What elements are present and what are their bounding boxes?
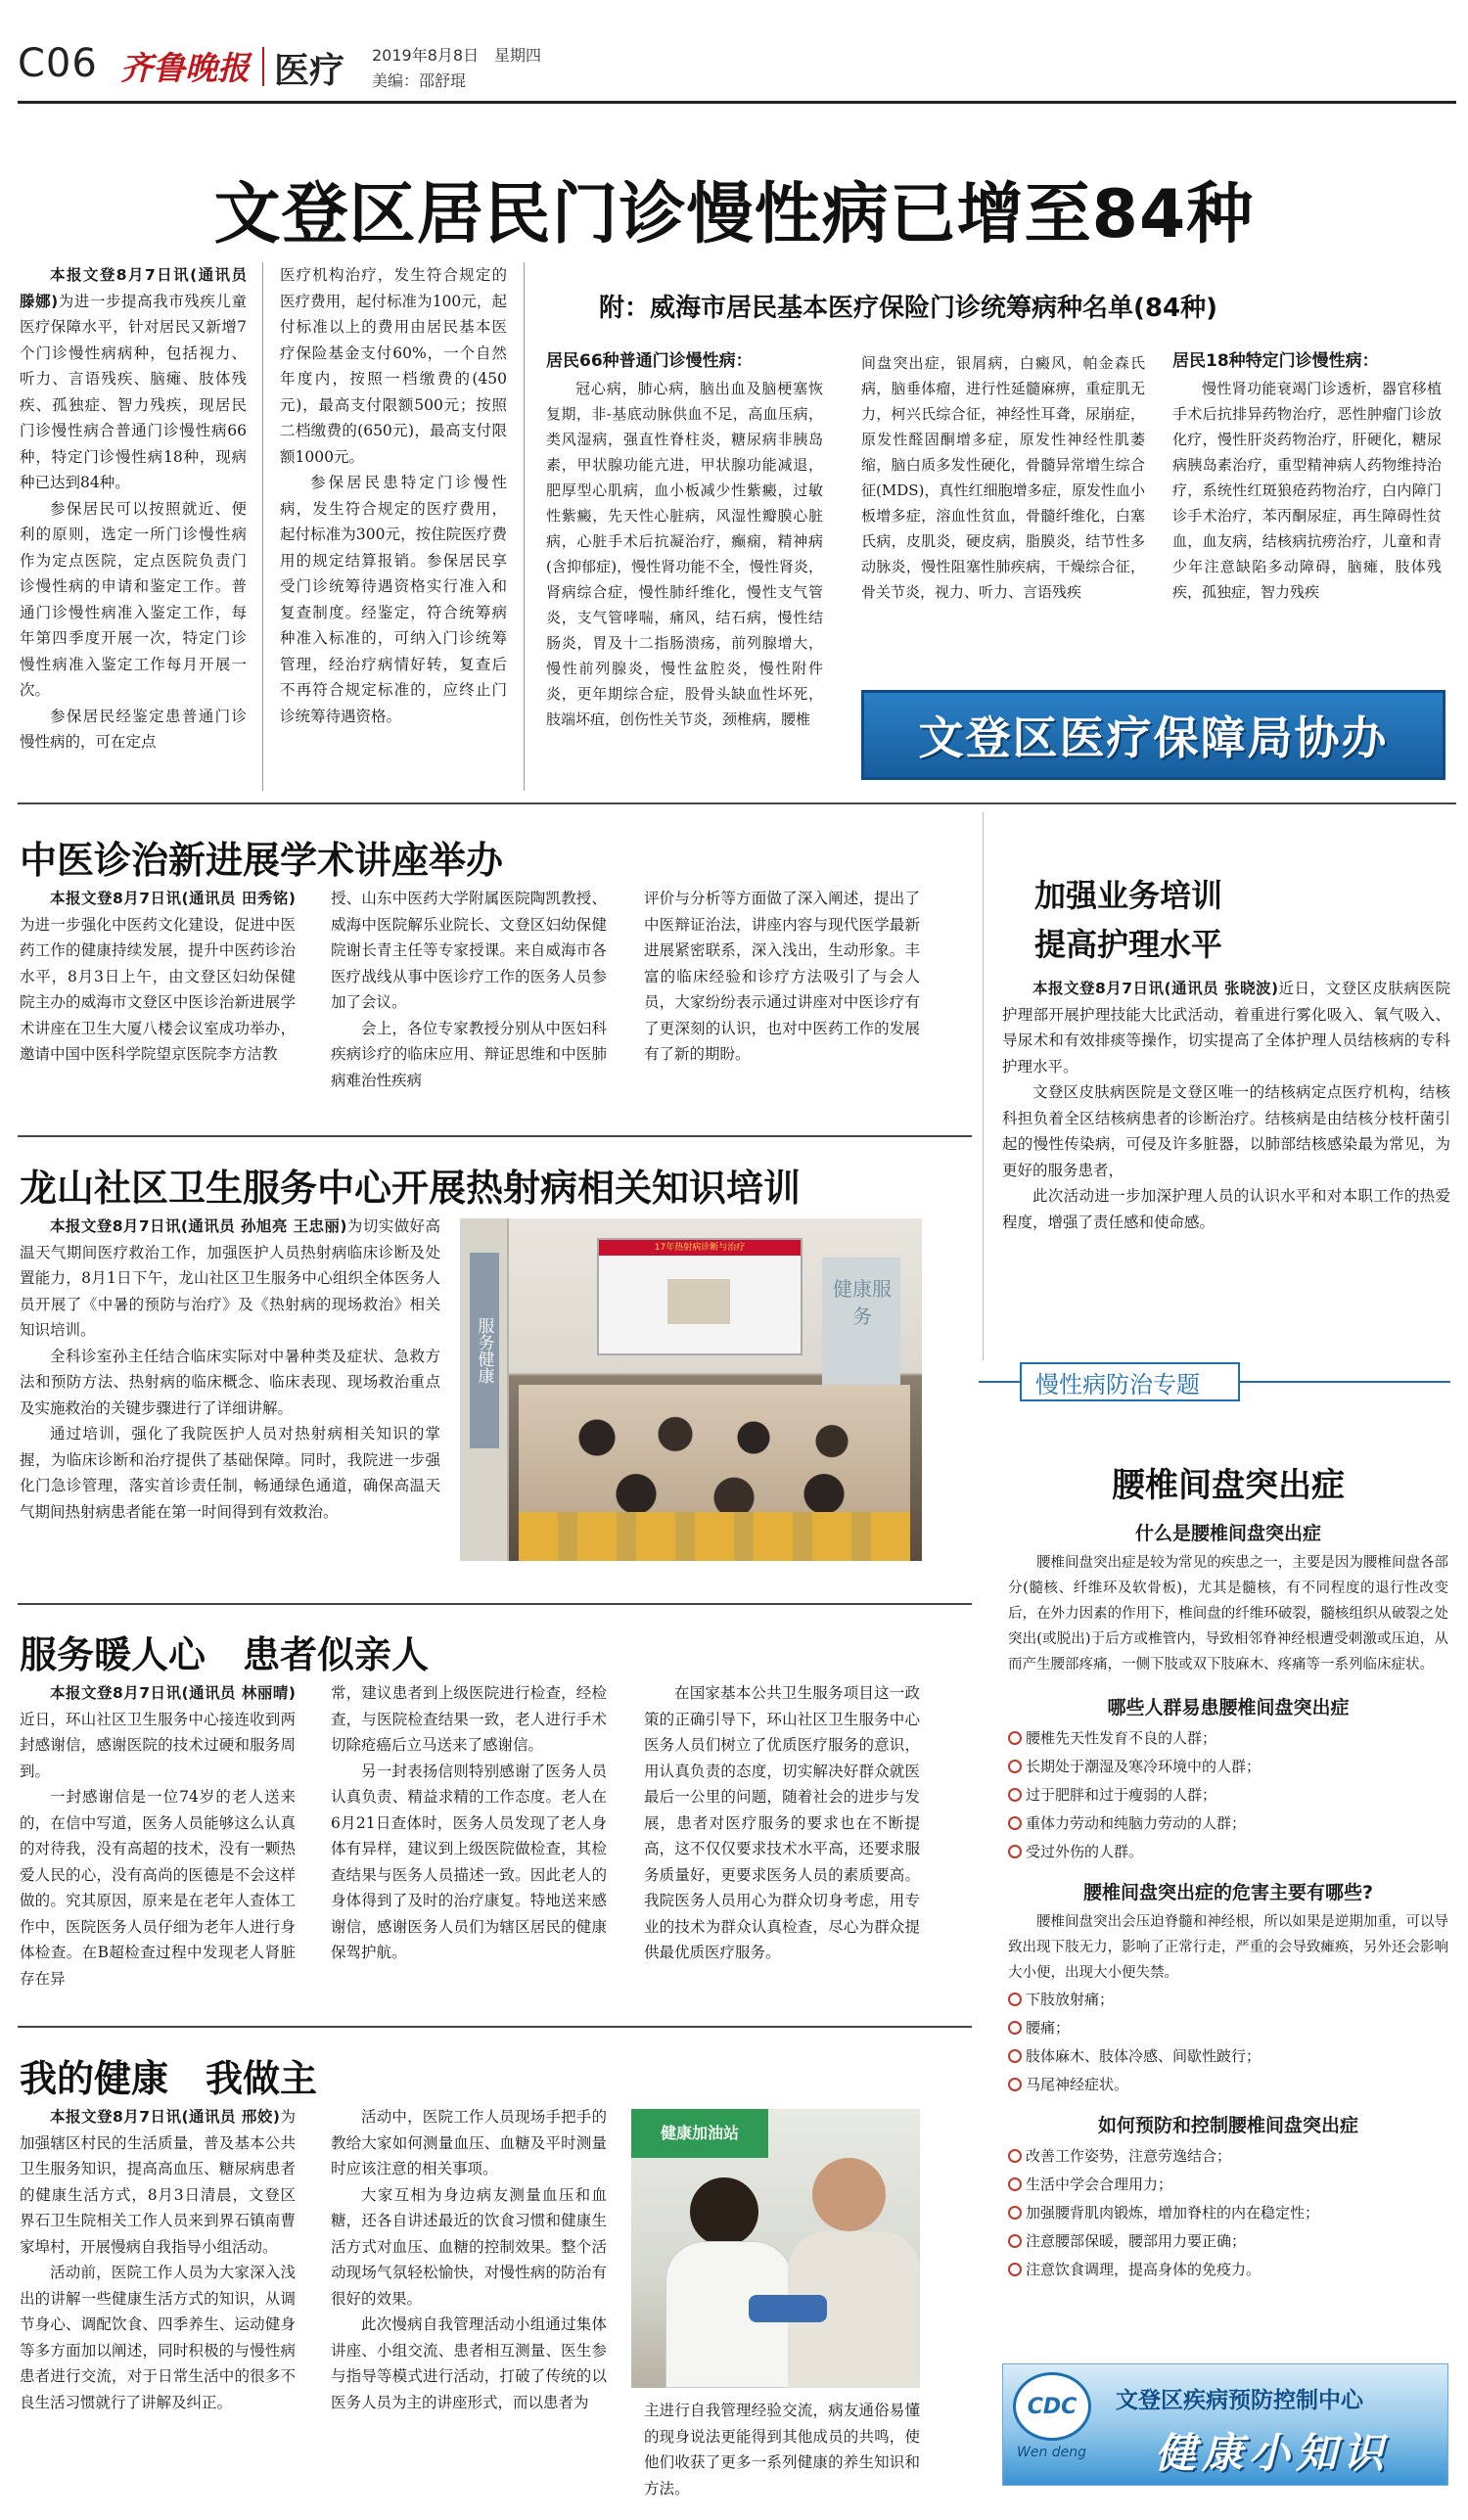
article5-text3: 常，建议患者到上级医院进行检查，经检查，与医院检查结果一致，老人进行手术切除疮癌后立马送来了感谢信。 bbox=[331, 1684, 607, 1754]
editor-credit: 美编：邵舒琨 bbox=[372, 71, 467, 90]
annex-list-a-title: 居民66种普通门诊慢性病： bbox=[546, 351, 753, 371]
cdc-sub: Wen deng bbox=[1017, 2445, 1087, 2460]
article1-lead: 本报文登8月7日讯(通讯员 滕娜) bbox=[20, 266, 247, 310]
topic-list-item-text: 改善工作姿势，注意劳逸结合； bbox=[1026, 2147, 1232, 2165]
topic-q2: 哪些人群易患腰椎间盘突出症 bbox=[1107, 1697, 1350, 1718]
topic-list-item bbox=[1008, 2256, 1448, 2284]
article6-headline: 我的健康 我做主 bbox=[20, 2057, 318, 2100]
topic-list-item-text: 过于肥胖和过于瘦弱的人群； bbox=[1026, 1786, 1217, 1804]
photo-sign-health: 健康加油站 bbox=[631, 2109, 768, 2158]
topic-a3: 腰椎间盘突出会压迫脊髓和神经根，所以如果是逆期加重，可以导致出现下肢无力，影响了正常行走，严重的会导致瘫痪，另外还会影响大小便，出现大小便失禁。 bbox=[1008, 1914, 1448, 1981]
issue-date: 2019年8月8日 bbox=[372, 46, 480, 65]
screen-slide bbox=[667, 1279, 730, 1324]
topic-list-item-text: 肢体麻木、肢体冷感、间歇性跛行； bbox=[1026, 2047, 1262, 2065]
cdc-slogan: 健康小知识 bbox=[1155, 2429, 1391, 2477]
check-circle-icon bbox=[1008, 2177, 1022, 2191]
topic-list-item-text: 注意饮食调理，提高身体的免疫力。 bbox=[1026, 2261, 1262, 2278]
sponsor-banner-text: 文登区医疗保障局协办 bbox=[918, 711, 1389, 764]
check-circle-icon bbox=[1008, 2049, 1022, 2063]
check-circle-icon bbox=[1008, 2206, 1022, 2220]
topic-tag-rule bbox=[979, 1381, 1020, 1383]
article6-col2 bbox=[331, 2104, 607, 2415]
topic-a1: 腰椎间盘突出症是较为常见的疾患之一，主要是因为腰椎间盘各部分(髓核、纤维环及软骨板)，尤其是髓核，有不同程度的退行性改变后，在外力因素的作用下，椎间盘的纤维环破裂，髓核组织从破裂之处突出(或脱出)于后方或椎管内，导致相邻脊神经根遭受刺激或压迫，从而产生腰部疼痛，一侧下肢或双下肢麻木、疼痛等一系列临床症状。 bbox=[1008, 1555, 1448, 1672]
topic-list-item bbox=[1008, 1724, 1448, 1753]
issue-weekday: 星期四 bbox=[494, 46, 542, 65]
article5-lead: 本报文登8月7日讯(通讯员 林丽晴) bbox=[50, 1684, 296, 1702]
topic-list-item-text: 注意腰部保暖，腰部用力要正确； bbox=[1026, 2232, 1247, 2250]
annex-list-a bbox=[546, 346, 823, 732]
article4-text2: 全科诊室孙主任结合临床实际对中暑种类及症状、急救方法和预防方法、热射病的临床概念、临床表现、现场救治重点及实施救治的关键步骤进行了详细讲解。 bbox=[20, 1347, 440, 1417]
cdc-logo bbox=[1013, 2372, 1091, 2441]
topic-list-item bbox=[1008, 2042, 1448, 2071]
article2-text4: 评价与分析等方面做了深入阐述，提出了中医辩证治法，讲座内容与现代医学最新进展紧密联系，深入浅出，生动形象。丰富的临床经验和诊疗方法吸引了与会人员，大家纷纷表示通过讲座对中医诊疗有了更深刻的认识，也对中医药工作的发展有了新的期盼。 bbox=[644, 890, 920, 1063]
article1-col1-p2: 参保居民可以按照就近、便利的原则，选定一所门诊慢性病作为定点医院，定点医院负责门诊慢性病的申请和鉴定工作。普通门诊慢性病准入鉴定工作，每年第四季度开展一次，特定门诊慢性病准入鉴定工作每月开展一次。 bbox=[20, 499, 247, 699]
column-divider bbox=[262, 262, 263, 791]
article6-col1 bbox=[20, 2104, 296, 2415]
topic-list-item bbox=[1008, 2171, 1448, 2199]
masthead-rule bbox=[18, 101, 1456, 104]
article1-col2 bbox=[280, 262, 507, 729]
topic-list-item bbox=[1008, 1838, 1448, 1866]
check-circle-icon bbox=[1008, 2263, 1022, 2276]
topic-list-item bbox=[1008, 1810, 1448, 1838]
annex-list-a-body: 冠心病，肺心病，脑出血及脑梗塞恢复期，非-基底动脉供血不足，高血压病，类风湿病，强直性脊柱炎，糖尿病非胰岛素，甲状腺功能亢进，甲状腺功能减退，肥厚型心肌病，血小板减少性紫癜，过敏性紫癜，先天性心脏病，风湿性瓣膜心脏病，心脏手术后抗凝治疗，癫痫，精神病(含抑郁症)，慢性肾功能不全，慢性肾炎，肾病综合症，慢性肺纤维化，慢性支气管炎，支气管哮喘，痛风，结石病，慢性结肠炎，胃及十二指肠溃疡，前列腺增大，慢性前列腺炎，慢性盆腔炎，慢性附件炎，更年期综合症，股骨头缺血性坏死，肢端坏疽，创伤性关节炎，颈椎病，腰椎 bbox=[546, 380, 823, 728]
check-circle-icon bbox=[1008, 1760, 1022, 1773]
topic-list-item-text: 长期处于潮湿及寒冷环境中的人群； bbox=[1026, 1758, 1262, 1775]
article1-col2-p1: 医疗机构治疗，发生符合规定的医疗费用，起付标准为100元，起付标准以上的费用由居民基本医疗保险基金支付60%，一个自然年度内，按照一档缴费的(450元)，最高支付限额500元；按照二档缴费的(650元)，最高支付限额1000元。 bbox=[280, 266, 507, 466]
section-rule bbox=[18, 2026, 972, 2028]
topic-tag-rule-right bbox=[1240, 1381, 1450, 1383]
article2-col2 bbox=[331, 886, 607, 1093]
article5-text2: 一封感谢信是一位74岁的老人送来的，在信中写道，医务人员能够这么认真的对待我，没有高超的技术，没有一颗热爱人民的心，没有高尚的医德是不会这样做的。究其原因，原来是在老年人查体工作中，医院医务人员仔细为老年人进行身体检查。在B超检查过程中发现老人肾脏存在异 bbox=[20, 1788, 296, 1988]
topic-list-item-text: 腰椎先天性发育不良的人群； bbox=[1026, 1729, 1217, 1747]
topic-list-item bbox=[1008, 2014, 1448, 2042]
column-divider bbox=[524, 262, 525, 791]
topic-list-item-text: 生活中学会合理用力； bbox=[1026, 2176, 1173, 2193]
check-circle-icon bbox=[1008, 2149, 1022, 2163]
cdc-banner bbox=[1002, 2363, 1448, 2486]
section-name: 医疗 bbox=[274, 51, 345, 91]
photo-sign-left: 服务健康 bbox=[470, 1253, 499, 1448]
annex-list-b bbox=[861, 350, 1145, 605]
article4-text1: 为切实做好高温天气期间医疗救治工作，加强医护人员热射病临床诊断及处置能力，8月1日下午，龙山社区卫生服务中心组织全体医务人员开展了《中暑的预防与治疗》及《热射病的现场救治》相关知识培训。 bbox=[20, 1217, 440, 1339]
topic-list-item-text: 马尾神经症状。 bbox=[1026, 2076, 1129, 2093]
topic-q3: 腰椎间盘突出症的危害主要有哪些? bbox=[1082, 1882, 1374, 1903]
article4-text3: 通过培训，强化了我院医护人员对热射病相关知识的掌握，为临床诊断和治疗提供了基础保障。同时，我院进一步强化门急诊管理，落实首诊责任制，畅通绿色通道，确保高温天气期间热射病患者能在第一时间得到有效救治。 bbox=[20, 1425, 440, 1521]
article6-col3 bbox=[644, 2398, 920, 2501]
topic-list4 bbox=[1008, 2142, 1448, 2284]
article1-col1 bbox=[20, 262, 247, 756]
sponsor-banner bbox=[861, 690, 1445, 780]
topic-list-item bbox=[1008, 1781, 1448, 1810]
health-photo bbox=[631, 2109, 920, 2388]
topic-list-item bbox=[1008, 2071, 1448, 2099]
article5-col1 bbox=[20, 1680, 296, 1992]
article3-text2: 文登区皮肤病医院是文登区唯一的结核病定点医疗机构，结核科担负着全区结核病患者的诊断治疗。结核病是由结核分枝杆菌引起的慢性传染病，可侵及许多脏器，以肺部结核感染最为常见，为更好的服务患者， bbox=[1002, 1083, 1450, 1179]
topic-list-item-text: 腰痛； bbox=[1026, 2019, 1071, 2037]
check-circle-icon bbox=[1008, 1731, 1022, 1745]
cdc-org: 文登区疾病预防控制中心 bbox=[1116, 2388, 1363, 2413]
cdc-logo-text: CDC bbox=[1027, 2394, 1078, 2419]
topic-list-item-text: 下肢放射痛； bbox=[1026, 1991, 1115, 2008]
article6-text3: 活动中，医院工作人员现场手把手的教给大家如何测量血压、血糖及平时测量时应该注意的相关事项。 bbox=[331, 2108, 607, 2177]
topic-list-item-text: 受过外伤的人群。 bbox=[1026, 1843, 1144, 1860]
article4-body bbox=[20, 1214, 440, 1525]
article5-col2 bbox=[331, 1680, 607, 1966]
projection-screen bbox=[597, 1238, 803, 1355]
masthead-divider bbox=[262, 47, 264, 86]
article6-text4: 大家互相为身边病友测量血压和血糖，还各自讲述最近的饮食习惯和健康生活方式对血压、血糖的控制效果。整个活动现场气氛轻松愉快，对慢性病的防治有很好的效果。 bbox=[331, 2185, 607, 2308]
article5-headline: 服务暖人心 患者似亲人 bbox=[20, 1633, 430, 1676]
photo-patient-head bbox=[812, 2158, 886, 2231]
annex-title: 附：威海市居民基本医疗保险门诊统筹病种名单(84种) bbox=[599, 294, 1217, 323]
section-rule bbox=[18, 1135, 972, 1137]
article2-col1 bbox=[20, 886, 296, 1068]
check-circle-icon bbox=[1008, 1816, 1022, 1830]
topic-body bbox=[1008, 1517, 1448, 2284]
masthead bbox=[18, 37, 1456, 96]
article4-lead: 本报文登8月7日讯(通讯员 孙旭亮 王忠丽) bbox=[50, 1217, 347, 1235]
article1-col1-p3: 参保居民经鉴定患普通门诊慢性病的，可在定点 bbox=[20, 707, 247, 751]
article2-text3: 会上，各位专家教授分别从中医妇科疾病诊疗的临床应用、辩证思维和中医肺病难治性疾病 bbox=[331, 1019, 607, 1089]
article3-headline-line2: 提高护理水平 bbox=[1034, 926, 1223, 963]
topic-title: 腰椎间盘突出症 bbox=[1112, 1466, 1345, 1505]
article6-lead: 本报文登8月7日讯(通讯员 邢姣) bbox=[50, 2108, 280, 2126]
column-divider bbox=[983, 812, 984, 1360]
paper-logo: 齐鲁晚报 bbox=[120, 49, 250, 87]
topic-tag-text: 慢性病防治专题 bbox=[1035, 1370, 1200, 1398]
topic-list-item bbox=[1008, 1753, 1448, 1781]
page-number: C06 bbox=[18, 41, 98, 86]
article6-text5: 此次慢病自我管理活动小组通过集体讲座、小组交流、患者相互测量、医生参与指导等模式进行活动，打破了传统的以医务人员为主的讲座形式，而以患者为 bbox=[331, 2315, 607, 2411]
section-rule bbox=[18, 1603, 972, 1605]
check-circle-icon bbox=[1008, 2234, 1022, 2248]
article5-text4: 另一封表扬信则特别感谢了医务人员认真负责、精益求精的工作态度。老人在6月21日查体时，医务人员发现了老人身体有异样，建议到上级医院做检查，其检查结果与医务人员描述一致。因此老人的身体得到了及时的治疗康复。特地送来感谢信，感谢医务人员们为辖区居民的健康保驾护航。 bbox=[331, 1762, 607, 1961]
screen-banner: 17年热射病诊断与治疗 bbox=[599, 1240, 801, 1256]
annex-list-b-body: 间盘突出症，银屑病，白癜风，帕金森氏病，脑垂体瘤，进行性延髓麻痹，重症肌无力，柯兴氏综合征，神经性耳聋，尿崩症，原发性醛固酮增多症，原发性神经性肌萎缩，脑白质多发性硬化，骨髓异常增生综合征(MDS)，真性红细胞增多症，原发性血小板增多症，溶血性贫血，骨髓纤维化，白塞氏病，皮肌炎，硬皮病，脂膜炎，结节性多动脉炎，慢性阻塞性肺疾病，干燥综合征，骨关节炎，视力、听力、言语残疾 bbox=[861, 354, 1145, 601]
annex-list-c bbox=[1172, 346, 1442, 605]
photo-nurse-head bbox=[690, 2177, 758, 2246]
article2-col3 bbox=[644, 886, 920, 1068]
topic-list-item-text: 重体力劳动和纯脑力劳动的人群； bbox=[1026, 1814, 1247, 1832]
check-circle-icon bbox=[1008, 1993, 1022, 2006]
topic-list-item bbox=[1008, 2227, 1448, 2256]
check-circle-icon bbox=[1008, 2021, 1022, 2035]
article1-col1-p1: 为进一步提高我市残疾儿童医疗保障水平，针对居民又新增7个门诊慢性病病种，包括视力、听力、言语残疾、脑瘫、肢体残疾、孤独症、智力残疾，现居民门诊慢性病合普通门诊慢性病66种，特定门诊慢性病18种，现病种已达到84种。 bbox=[20, 292, 247, 491]
article2-text2: 授、山东中医药大学附属医院陶凯教授、威海中医院解乐业院长、文登区妇幼保健院谢长青主任等专家授课。来自威海市各医疗战线从事中医诊疗工作的医务人员参加了会议。 bbox=[331, 890, 607, 1011]
article6-text1: 为加强辖区村民的生活质量，普及基本公共卫生服务知识，提高高血压、糖尿病患者的健康生活方式，8月3日清晨，文登区界石卫生院相关工作人员来到界石镇南曹家埠村，开展慢病自我指导小组活动。 bbox=[20, 2108, 296, 2256]
topic-list-item-text: 加强腰背肌肉锻炼，增加脊柱的内在稳定性； bbox=[1026, 2204, 1320, 2222]
article2-headline: 中医诊治新进展学术讲座举办 bbox=[20, 839, 504, 882]
photo-chairs bbox=[519, 1512, 910, 1561]
annex-list-c-body: 慢性肾功能衰竭门诊透析，器官移植手术后抗排异药物治疗，恶性肿瘤门诊放化疗，慢性肝炎药物治疗，肝硬化，糖尿病胰岛素治疗，重型精神病人药物维持治疗，系统性红斑狼疮药物治疗，白内障门诊手术治疗，苯丙酮尿症，再生障碍性贫血，血友病，结核病抗痨治疗，儿童和青少年注意缺陷多动障碍，脑瘫，肢体残疾，孤独症，智力残疾 bbox=[1172, 380, 1442, 601]
topic-list-item bbox=[1008, 1986, 1448, 2014]
photo-bp-cuff bbox=[749, 2295, 827, 2322]
article3-body bbox=[1002, 976, 1450, 1235]
article6-text6: 主进行自我管理经验交流，病友通俗易懂的现身说法更能得到其他成员的共鸣，使他们收获了更多一系列健康的养生知识和方法。 bbox=[644, 2402, 920, 2497]
check-circle-icon bbox=[1008, 2078, 1022, 2091]
article3-text1: 近日，文登区皮肤病医院护理部开展护理技能大比武活动，着重进行雾化吸入、氧气吸入、导尿术和有效排痰等操作，切实提高了全体护理人员结核病的专科护理水平。 bbox=[1002, 980, 1450, 1076]
article5-text5: 在国家基本公共卫生服务项目这一政策的正确引导下，环山社区卫生服务中心医务人员们树立了优质医疗服务的意识，用认真负责的态度，切实解决好群众就医最后一公里的问题，随着社会的进步与发展，患者对医疗服务的要求也在不断提高，这不仅仅要求技术水平高，还要求服务质量好，更要求医务人员的素质要高。我院医务人员用心为群众切身考虑，用专业的技术为群众认真检查，尽心为群众提供最优质医疗服务。 bbox=[644, 1684, 920, 1961]
article3-headline-line1: 加强业务培训 bbox=[1034, 877, 1223, 914]
topic-list3 bbox=[1008, 1986, 1448, 2099]
topic-q4: 如何预防和控制腰椎间盘突出症 bbox=[1097, 2115, 1358, 2136]
photo-sign-right: 健康服务 bbox=[833, 1277, 892, 1328]
training-photo bbox=[460, 1218, 922, 1561]
check-circle-icon bbox=[1008, 1845, 1022, 1858]
article1-col2-p2: 参保居民患特定门诊慢性病，发生符合规定的医疗费用，起付标准为300元，按住院医疗费用的规定结算报销。参保居民享受门诊统筹待遇资格实行准入和复查制度。经鉴定，符合统筹病种准入标准的，可纳入门诊统筹管理，经治疗病情好转，复查后不再符合规定标准的，应终止门诊统筹待遇资格。 bbox=[280, 474, 507, 725]
topic-list-item bbox=[1008, 2199, 1448, 2227]
article5-text1: 近日，环山社区卫生服务中心接连收到两封感谢信，感谢医院的技术过硬和服务周到。 bbox=[20, 1710, 296, 1780]
check-circle-icon bbox=[1008, 1788, 1022, 1802]
section-rule bbox=[18, 802, 1456, 804]
topic-list-item bbox=[1008, 2142, 1448, 2171]
article4-headline: 龙山社区卫生服务中心开展热射病相关知识培训 bbox=[20, 1167, 802, 1210]
topic-q1: 什么是腰椎间盘突出症 bbox=[1134, 1523, 1321, 1544]
article3-lead: 本报文登8月7日讯(通讯员 张晓波) bbox=[1032, 980, 1279, 997]
article1-headline: 文登区居民门诊慢性病已增至84种 bbox=[213, 176, 1255, 253]
article2-text1: 为进一步强化中医药文化建设，促进中医药工作的健康持续发展，提升中医药诊治水平，8月3日上午，由文登区妇幼保健院主办的威海市文登区中医诊治新进展学术讲座在卫生大厦八楼会议室成功举办，邀请中国中医科学院望京医院李方洁教 bbox=[20, 915, 296, 1063]
article6-text2: 活动前，医院工作人员为大家深入浅出的讲解一些健康生活方式的知识，从调节身心、调配饮食、四季养生、运动健身等多方面加以阐述，同时积极的与慢性病患者进行交流，对于日常生活中的很多不良生活习惯就行了讲解及纠正。 bbox=[20, 2264, 296, 2411]
annex-list-c-title: 居民18种特定门诊慢性病： bbox=[1172, 351, 1379, 371]
topic-list2 bbox=[1008, 1724, 1448, 1866]
topic-tag bbox=[1020, 1362, 1240, 1401]
article3-text3: 此次活动进一步加深护理人员的认识水平和对本职工作的热爱程度，增强了责任感和使命感。 bbox=[1002, 1187, 1450, 1231]
article3-headline bbox=[1034, 871, 1222, 969]
article2-lead: 本报文登8月7日讯(通讯员 田秀铭) bbox=[50, 890, 296, 907]
article5-col3 bbox=[644, 1680, 920, 1966]
